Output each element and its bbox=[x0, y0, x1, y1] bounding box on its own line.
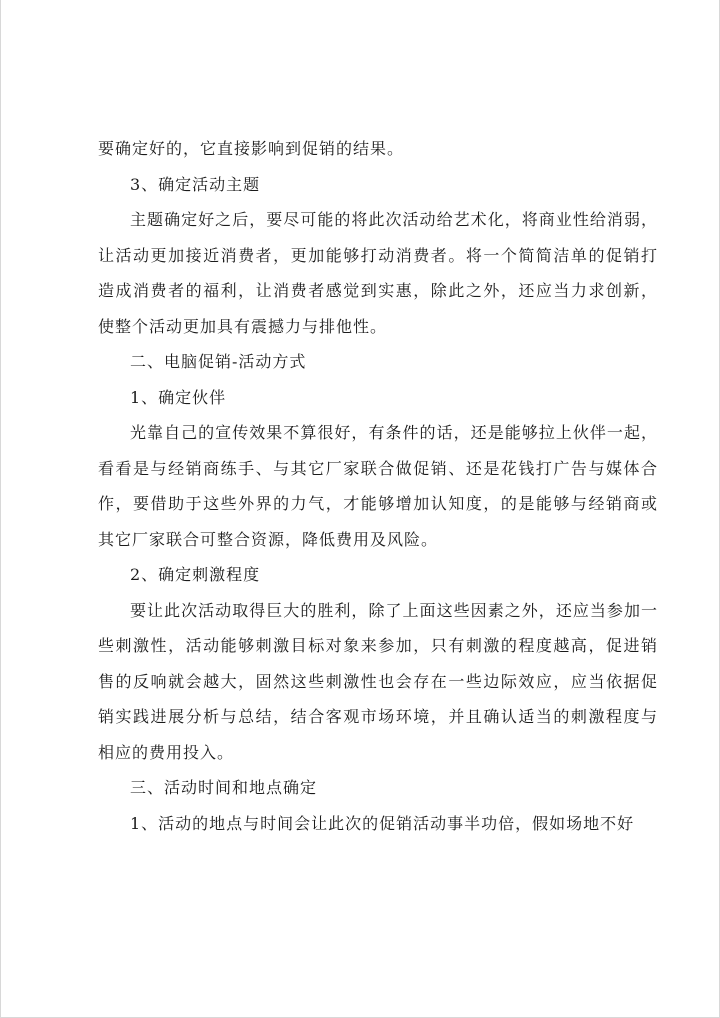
heading-time-location: 三、活动时间和地点确定 bbox=[130, 778, 318, 797]
heading-activity-method: 二、电脑促销-活动方式 bbox=[130, 352, 307, 371]
heading-partner: 1、确定伙伴 bbox=[130, 387, 227, 407]
paragraph-stimulus: 要让此次活动取得巨大的胜利，除了上面这些因素之外，还应当参加一些刺激性，活动能够刺激目标对象来参加，只有刺激的程度越高，促进销售的反响就会越大，固然这些刺激性也会存在一些边际效应，应当依据促销实践进展分析与总结，结合客观市场环境，并且确认适当的刺激程度与相应的费用投入。 bbox=[98, 600, 658, 762]
paragraph-continuation: 要确定好的，它直接影响到促销的结果。 bbox=[98, 139, 405, 158]
document-body bbox=[98, 131, 658, 841]
paragraph-time-location: 1、活动的地点与时间会让此次的促销活动事半功倍，假如场地不好 bbox=[130, 813, 635, 833]
heading-activity-theme: 3、确定活动主题 bbox=[130, 174, 261, 194]
heading-stimulus-level: 2、确定刺激程度 bbox=[130, 565, 261, 584]
paragraph-partner: 光靠自己的宣传效果不算很好，有条件的话，还是能够拉上伙伴一起，看看是与经销商练手、与其它厂家联合做促销、还是花钱打广告与媒体合作，要借助于这些外界的力气，才能够增加认知度，的是能够与经销商或其它厂家联合可整合资源，降低费用及风险。 bbox=[98, 423, 658, 549]
paragraph-theme: 主题确定好之后，要尽可能的将此次活动给艺术化，将商业性给消弱，让活动更加接近消费者，更加能够打动消费者。将一个简简洁单的促销打造成消费者的福利，让消费者感觉到实惠，除此之外，还应当力求创新，使整个活动更加具有震撼力与排他性。 bbox=[98, 210, 658, 336]
